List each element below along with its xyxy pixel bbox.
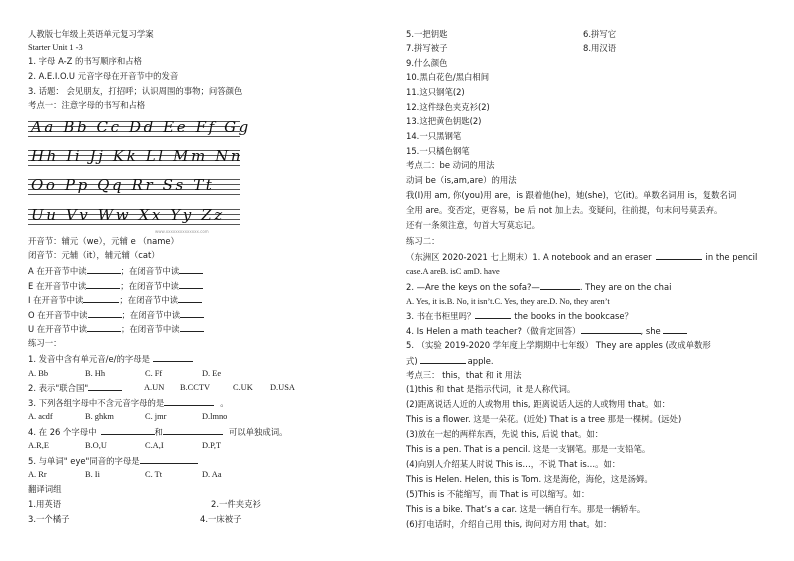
phrase-item: 4.一床被子 xyxy=(200,514,242,524)
question-option: B. ghkm xyxy=(85,412,114,421)
question-stem: 4. 在 26 个字母中 和 可以单独成词。 xyxy=(28,427,288,437)
this-that-example: This is a pen. That is a pencil. 这是一支钢笔。那是一支铅笔。 xyxy=(406,444,651,454)
question-option: D.P,T xyxy=(202,441,222,450)
practice-heading: 练习二： xyxy=(406,236,440,246)
answer-blank[interactable] xyxy=(83,294,119,303)
handwriting-row xyxy=(28,146,244,166)
phrase-item: 3.一个橘子 xyxy=(28,514,70,524)
question-option: A. Rr xyxy=(28,470,47,479)
question-option: B.O,U xyxy=(85,441,107,450)
question-option: D.lmno xyxy=(202,412,228,421)
answer-blank[interactable] xyxy=(475,310,511,319)
this-that-example: This is Helen. Helen, this is Tom. 这是海伦，海伦，这是汤姆。 xyxy=(406,474,653,484)
answer-blank[interactable] xyxy=(656,251,702,260)
be-rule-text: 我(I)用 am, 你(you)用 are，is 跟着他(he)，她(she)，它(it)。单数名词用 is，复数名词 xyxy=(406,190,737,200)
handwriting-letters: Uu Vv Ww Xx Yy Zz xyxy=(31,206,225,224)
be-title: 动词 be（is,am,are）的用法 xyxy=(406,175,517,185)
answer-blank[interactable] xyxy=(178,294,202,303)
exercise-line: （东洲区 2020-2021 七上期末）1. A notebook and an eraser in the pencil xyxy=(406,252,758,262)
this-that-rule: (6)打电话时，介绍自己用 this, 询问对方用 that。如： xyxy=(406,519,612,529)
answer-blank[interactable] xyxy=(581,325,641,334)
vowel-row: E 在开音节中读 ；在闭音节中读 xyxy=(28,280,203,292)
answer-blank[interactable] xyxy=(540,281,580,290)
be-rule-text: 全用 are。变否定，更容易，be 后 not 加上去。变疑问，往前提，句末问号莫丢弃。 xyxy=(406,205,723,215)
question-option: B. Ii xyxy=(85,470,100,479)
this-that-rule: (1)this 和 that 是指示代词，it 是人称代词。 xyxy=(406,384,576,394)
phrase-item: 1.用英语 xyxy=(28,499,62,509)
exercise-line: 式) apple. xyxy=(406,356,494,366)
question-option: D. Aa xyxy=(202,470,222,479)
answer-blank[interactable] xyxy=(179,265,203,274)
answer-blank[interactable] xyxy=(87,323,121,332)
question-option: C.UK xyxy=(233,383,253,392)
question-option: C. Ff xyxy=(145,369,163,378)
question-option: D. Ee xyxy=(202,369,222,378)
answer-blank[interactable] xyxy=(153,353,193,362)
be-rule-text: 还有一条须注意，句首大写莫忘记。 xyxy=(406,220,540,230)
this-that-rule: (3)放在一起的两样东西，先说 this, 后说 that。如： xyxy=(406,429,604,439)
answer-blank[interactable] xyxy=(88,382,122,391)
page-title: 人教版七年级上英语单元复习学案 xyxy=(28,29,154,39)
this-that-rule: (2)距离说话人近的人或物用 this, 距离说话人远的人或物用 that。如： xyxy=(406,399,671,409)
handwriting-row xyxy=(28,205,240,225)
goal-item: 1. 字母 A-Z 的书写顺序和占格 xyxy=(28,56,143,66)
question-stem: 5. 与单词" eye"同音的字母是 xyxy=(28,455,198,467)
handwriting-letters: Oo Pp Qq Rr Ss Tt xyxy=(31,176,215,194)
phrase-item: 15.一只橘色钢笔 xyxy=(406,146,470,156)
answer-blank[interactable] xyxy=(180,323,204,332)
question-option: A. Bb xyxy=(28,369,49,378)
unit-subtitle: Starter Unit 1 -3 xyxy=(28,43,83,52)
phrase-item: 13.这把黄色钥匙(2) xyxy=(406,116,482,126)
answer-blank[interactable] xyxy=(179,280,203,289)
watermark: www.xxxxxxxxxxxxxx.com xyxy=(155,229,209,234)
section-heading-translate: 翻译词组 xyxy=(28,484,62,494)
answer-blank[interactable] xyxy=(663,325,687,334)
handwriting-letters: Aa Bb Cc Dd Ee Ff Gg xyxy=(31,118,251,136)
exercise-options: A. Yes, it is.B. No, it isn’t.C. Yes, they are.D. No, they aren’t xyxy=(406,297,610,306)
answer-blank[interactable] xyxy=(180,309,204,318)
practice-heading: 练习一： xyxy=(28,338,62,348)
exercise-line: 3. 书在书柜里吗？ the books in the bookcase？ xyxy=(406,311,633,321)
vowel-row: O 在开音节中读 ；在闭音节中读 xyxy=(28,309,204,321)
question-stem: 2. 表示"联合国" xyxy=(28,382,122,394)
phrase-item: 6.拼写它 xyxy=(583,29,617,39)
syllable-closed: 闭音节：元辅（it），辅元辅（cat） xyxy=(28,250,160,260)
this-that-rule: (4)向别人介绍某人时说 This is…，不说 That is…。如： xyxy=(406,459,621,469)
exercise-line: 4. Is Helen a math teacher?（做肯定回答） , she xyxy=(406,325,687,337)
phrase-item: 11.这只钢笔(2) xyxy=(406,87,465,97)
answer-blank[interactable] xyxy=(420,355,466,364)
question-stem: 3. 下列各组字母中不含元音字母的是 。 xyxy=(28,398,229,408)
vowel-row: I 在开音节中读 ；在闭音节中读 xyxy=(28,294,202,306)
question-option: A.UN xyxy=(144,383,165,392)
goal-item: 2. A.E.I.O.U 元音字母在开音节中的发音 xyxy=(28,71,179,81)
this-that-rule: (5)This is 不能缩写，而 That is 可以缩写。如： xyxy=(406,489,590,499)
handwriting-row xyxy=(28,175,240,195)
answer-blank[interactable] xyxy=(88,309,122,318)
this-that-example: This is a bike. That’s a car. 这是一辆自行车。那是一辆轿车。 xyxy=(406,504,646,514)
question-option: C.A,I xyxy=(145,441,164,450)
question-option: A. acdf xyxy=(28,412,53,421)
question-option: C. Tt xyxy=(145,470,163,479)
exercise-options: case.A areB. isC amD. have xyxy=(406,267,500,276)
handwriting-letters: Hh Ii Jj Kk Ll Mm Nn xyxy=(31,147,244,165)
answer-blank[interactable] xyxy=(87,265,121,274)
section-heading-kaodian3: 考点三： this，that 和 it 用法 xyxy=(406,370,522,380)
this-that-example: This is a flower. 这是一朵花。(近处) That is a tree 那是一棵树。(远处) xyxy=(406,414,682,424)
syllable-open: 开音节：辅元（we），元辅 e （name） xyxy=(28,236,179,246)
phrase-item: 7.拼写被子 xyxy=(406,43,448,53)
phrase-item: 10.黑白花色/黑白相间 xyxy=(406,72,490,82)
question-option: C. jmr xyxy=(145,412,167,421)
exercise-line: 5. （实验 2019-2020 学年度上学期期中七年级） They are apples (改成单数形 xyxy=(406,340,711,350)
handwriting-row xyxy=(28,117,251,137)
answer-blank[interactable] xyxy=(164,397,214,406)
answer-blank[interactable] xyxy=(101,426,155,435)
vowel-row: U 在开音节中读 ；在闭音节中读 xyxy=(28,323,204,335)
phrase-item: 12.这件绿色夹克衫(2) xyxy=(406,102,490,112)
goal-item: 3. 话题： 会见朋友，打招呼；认识周围的事物；问答颜色 xyxy=(28,86,243,96)
answer-blank[interactable] xyxy=(86,280,120,289)
phrase-item: 2.一件夹克衫 xyxy=(211,499,261,509)
answer-blank[interactable] xyxy=(163,426,223,435)
question-option: B.CCTV xyxy=(180,383,211,392)
section-heading-kaodian1: 考点一：注意字母的书写和占格 xyxy=(28,100,146,110)
phrase-item: 8.用汉语 xyxy=(583,43,617,53)
exercise-line: 2. —Are the keys on the sofa?— . They are on the chai xyxy=(406,282,672,292)
question-option: A.R,E xyxy=(28,441,49,450)
vowel-row: A 在开音节中读 ；在闭音节中读 xyxy=(28,265,203,277)
phrase-item: 14.一只黑钢笔 xyxy=(406,131,462,141)
answer-blank[interactable] xyxy=(140,455,198,464)
phrase-item: 5.一把钥匙 xyxy=(406,29,448,39)
question-option: B. Hh xyxy=(85,369,106,378)
section-heading-kaodian2: 考点二：be 动词的用法 xyxy=(406,160,495,170)
phrase-item: 9.什么颜色 xyxy=(406,58,448,68)
question-option: D.USA xyxy=(270,383,295,392)
question-stem: 1. 发音中含有单元音/e/的字母是 xyxy=(28,353,193,365)
